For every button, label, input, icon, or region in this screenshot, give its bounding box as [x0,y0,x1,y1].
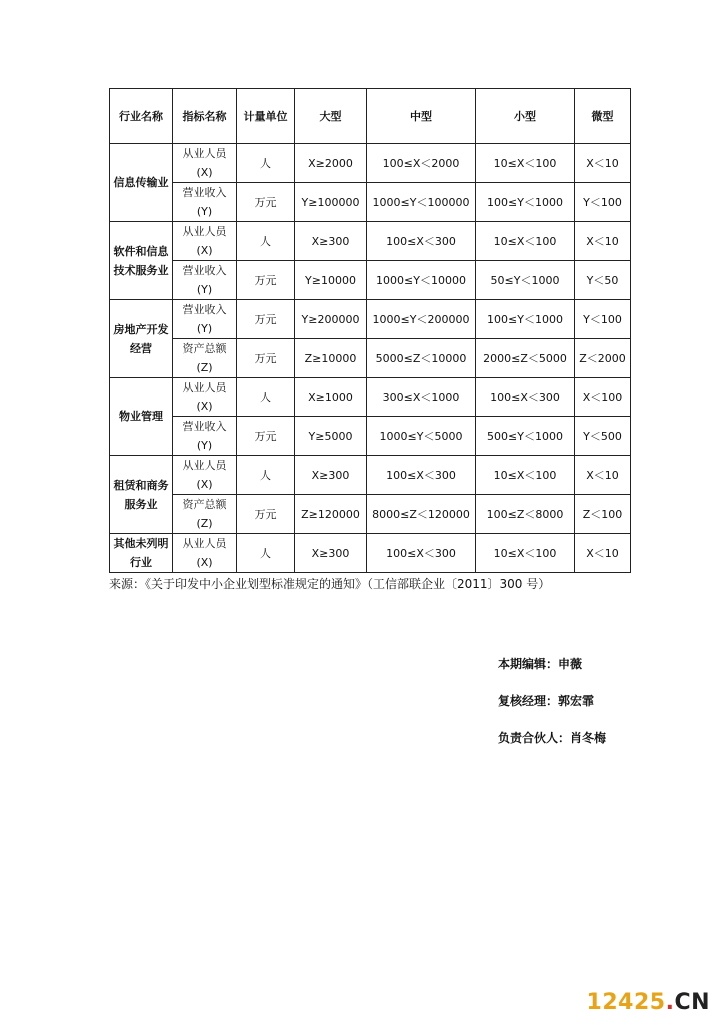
table-row [110,534,631,573]
header-industry: 行业名称 [110,89,173,144]
unit-cell: 万元 [237,300,295,339]
small-threshold-cell: 10≤X＜100 [476,144,575,183]
small-threshold-cell: 10≤X＜100 [476,456,575,495]
industry-cell: 房地产开发经营 [110,300,173,378]
medium-threshold-cell: 100≤X＜300 [367,534,476,573]
table-row [110,339,631,378]
reviewer-line: 复核经理：郭宏霏 [498,694,595,708]
indicator-cell: 资产总额(Z) [173,495,237,534]
editor-line: 本期编辑：申薇 [498,657,583,671]
large-threshold-cell: X≥300 [295,456,367,495]
table-row [110,495,631,534]
small-threshold-cell: 50≤Y＜1000 [476,261,575,300]
unit-cell: 万元 [237,495,295,534]
unit-cell: 人 [237,144,295,183]
table-row [110,300,631,339]
micro-threshold-cell: Y＜50 [575,261,631,300]
header-small: 小型 [476,89,575,144]
unit-cell: 人 [237,222,295,261]
indicator-cell: 营业收入(Y) [173,300,237,339]
large-threshold-cell: X≥300 [295,222,367,261]
header-indicator: 指标名称 [173,89,237,144]
indicator-cell: 营业收入(Y) [173,417,237,456]
medium-threshold-cell: 1000≤Y＜5000 [367,417,476,456]
indicator-cell: 资产总额(Z) [173,339,237,378]
table-body [110,144,631,573]
micro-threshold-cell: Y＜100 [575,300,631,339]
indicator-cell: 从业人员(X) [173,456,237,495]
micro-threshold-cell: X＜10 [575,222,631,261]
large-threshold-cell: Z≥120000 [295,495,367,534]
table-row [110,144,631,183]
header-micro: 微型 [575,89,631,144]
unit-cell: 万元 [237,339,295,378]
table-row [110,183,631,222]
micro-threshold-cell: X＜10 [575,534,631,573]
unit-cell: 人 [237,378,295,417]
micro-threshold-cell: Z＜100 [575,495,631,534]
source-note: 来源：《关于印发中小企业划型标准规定的通知》（工信部联企业〔2011〕300 号） [109,577,551,591]
industry-cell: 信息传输业 [110,144,173,222]
table-row [110,378,631,417]
medium-threshold-cell: 5000≤Z＜10000 [367,339,476,378]
small-threshold-cell: 2000≤Z＜5000 [476,339,575,378]
small-threshold-cell: 100≤Y＜1000 [476,300,575,339]
micro-threshold-cell: X＜100 [575,378,631,417]
table-row [110,222,631,261]
large-threshold-cell: Y≥10000 [295,261,367,300]
medium-threshold-cell: 1000≤Y＜10000 [367,261,476,300]
medium-threshold-cell: 8000≤Z＜120000 [367,495,476,534]
header-medium: 中型 [367,89,476,144]
unit-cell: 万元 [237,417,295,456]
unit-cell: 万元 [237,183,295,222]
micro-threshold-cell: Y＜500 [575,417,631,456]
indicator-cell: 从业人员(X) [173,144,237,183]
indicator-cell: 营业收入(Y) [173,183,237,222]
large-threshold-cell: X≥300 [295,534,367,573]
large-threshold-cell: X≥2000 [295,144,367,183]
watermark-suffix: CN [674,990,710,1015]
medium-threshold-cell: 1000≤Y＜200000 [367,300,476,339]
indicator-cell: 从业人员(X) [173,222,237,261]
small-threshold-cell: 500≤Y＜1000 [476,417,575,456]
small-threshold-cell: 100≤X＜300 [476,378,575,417]
micro-threshold-cell: Z＜2000 [575,339,631,378]
indicator-cell: 营业收入(Y) [173,261,237,300]
medium-threshold-cell: 100≤X＜300 [367,222,476,261]
watermark-number: 12425 [586,990,666,1015]
micro-threshold-cell: X＜10 [575,144,631,183]
watermark-dot: . [665,990,675,1015]
indicator-cell: 从业人员(X) [173,378,237,417]
unit-cell: 人 [237,534,295,573]
medium-threshold-cell: 300≤X＜1000 [367,378,476,417]
industry-cell: 其他未列明行业 [110,534,173,573]
large-threshold-cell: Y≥5000 [295,417,367,456]
size-standard-table [109,88,631,573]
table-row [110,456,631,495]
medium-threshold-cell: 100≤X＜300 [367,456,476,495]
indicator-cell: 从业人员(X) [173,534,237,573]
industry-cell: 软件和信息技术服务业 [110,222,173,300]
medium-threshold-cell: 1000≤Y＜100000 [367,183,476,222]
small-threshold-cell: 10≤X＜100 [476,534,575,573]
unit-cell: 万元 [237,261,295,300]
table-row [110,261,631,300]
header-large: 大型 [295,89,367,144]
small-threshold-cell: 100≤Y＜1000 [476,183,575,222]
large-threshold-cell: Y≥200000 [295,300,367,339]
small-threshold-cell: 100≤Z＜8000 [476,495,575,534]
table-header-row [110,89,631,144]
micro-threshold-cell: Y＜100 [575,183,631,222]
micro-threshold-cell: X＜10 [575,456,631,495]
partner-line: 负责合伙人：肖冬梅 [498,731,607,745]
small-threshold-cell: 10≤X＜100 [476,222,575,261]
large-threshold-cell: Y≥100000 [295,183,367,222]
industry-cell: 租赁和商务服务业 [110,456,173,534]
table-row [110,417,631,456]
industry-cell: 物业管理 [110,378,173,456]
site-watermark-logo [587,990,710,1015]
medium-threshold-cell: 100≤X＜2000 [367,144,476,183]
large-threshold-cell: X≥1000 [295,378,367,417]
header-unit: 计量单位 [237,89,295,144]
unit-cell: 人 [237,456,295,495]
large-threshold-cell: Z≥10000 [295,339,367,378]
